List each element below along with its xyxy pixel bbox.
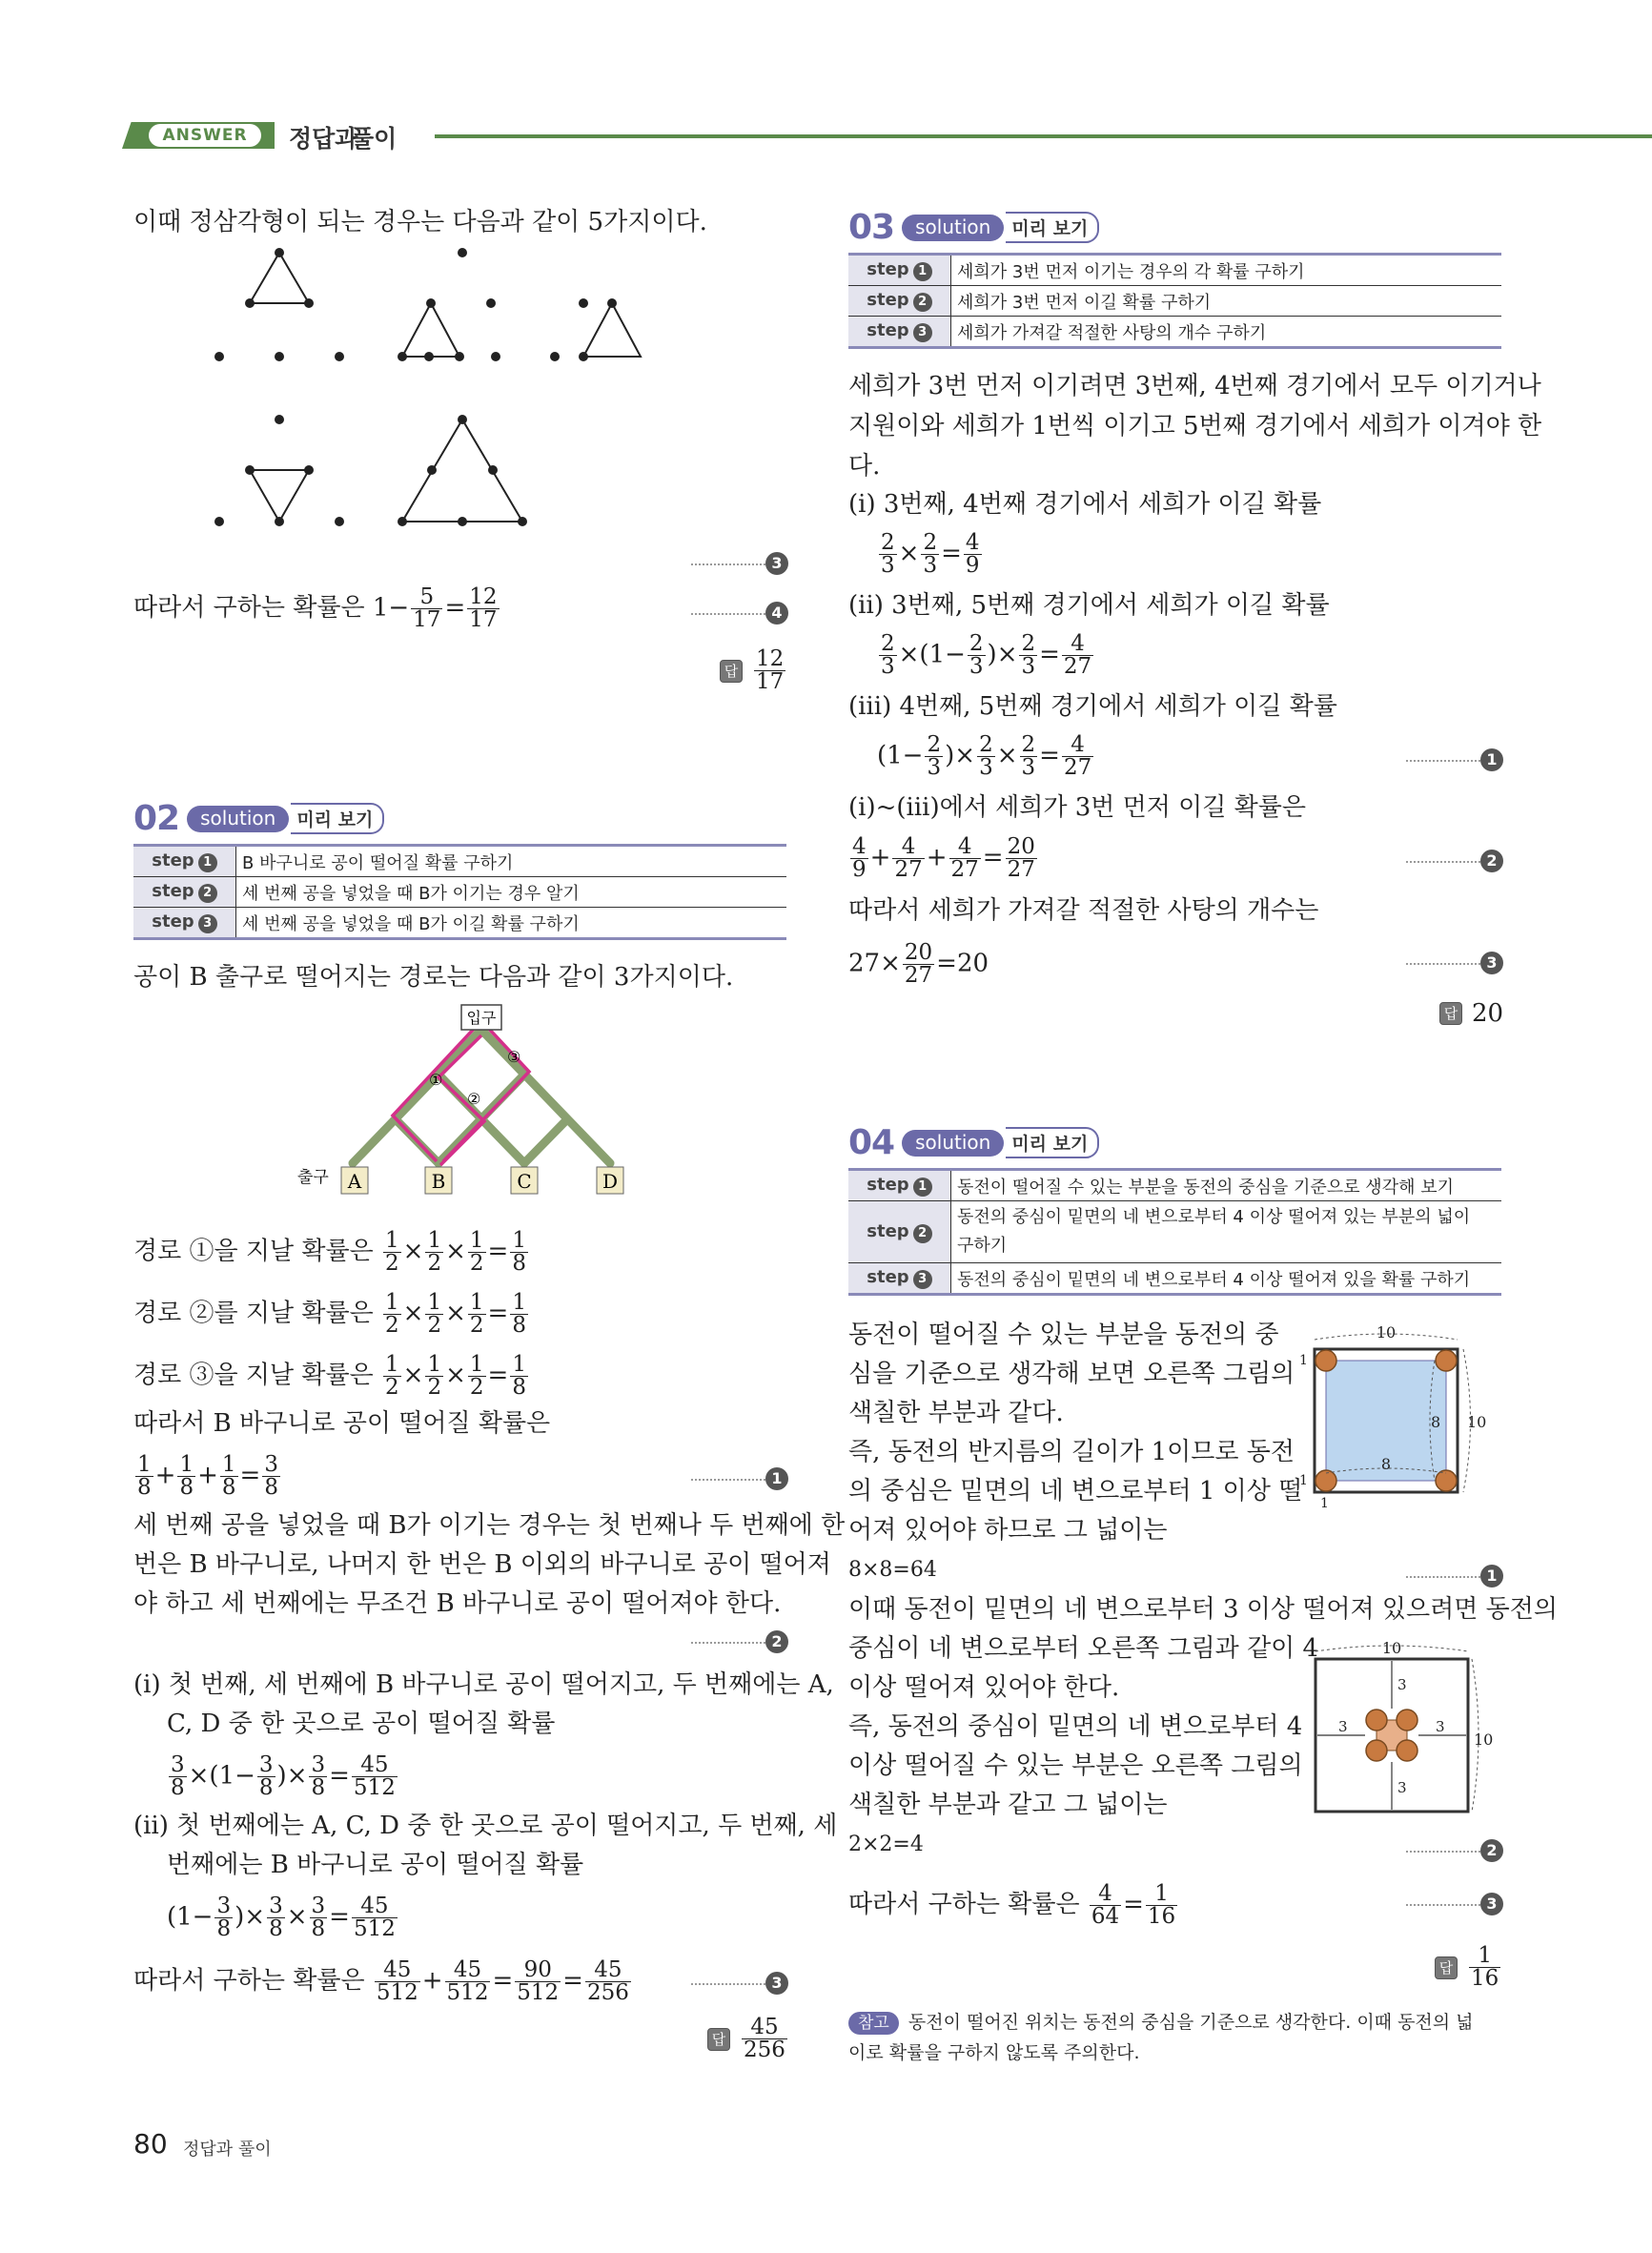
page-number: 80 xyxy=(133,2128,168,2160)
step-marker-1c: 1 xyxy=(1480,748,1503,771)
p02-para-1: 번은 B 바구니로, 나머지 한 번은 B 이외의 바구니로 공이 떨어져 xyxy=(133,1550,831,1579)
p04-note: 참고 동전이 떨어진 위치는 동전의 중심을 기준으로 생각한다. 이때 동전의 넓 이로 확률을 구하지 않도록 주의한다. xyxy=(848,2012,1474,2063)
p04-header: 04 solution 미리 보기 xyxy=(848,1123,1099,1162)
header-rule xyxy=(435,134,1652,138)
header-title-a: 정답과 xyxy=(289,125,358,153)
note-badge: 참고 xyxy=(848,2012,899,2035)
p02-header: 02 solution 미리 보기 xyxy=(133,799,384,838)
step-marker-3c: 3 xyxy=(1480,952,1503,974)
step-marker-1d: 1 xyxy=(1480,1565,1503,1587)
p04-para1-3: 즉, 동전의 반지름의 길이가 1이므로 동전 xyxy=(848,1438,1295,1466)
bin-c: C xyxy=(517,1170,532,1193)
svg-text:3: 3 xyxy=(1436,1718,1445,1735)
p02-case1-b: C, D 중 한 곳으로 공이 떨어질 확률 xyxy=(167,1710,556,1738)
step-marker-3b: 3 xyxy=(765,1972,788,1995)
p01-answer: 답 $\frac{12}{17}$ xyxy=(720,648,787,693)
step-marker-3: 3 xyxy=(765,552,788,575)
svg-text:①: ① xyxy=(429,1071,443,1089)
step-marker-2: 2 xyxy=(765,1630,788,1653)
p02-case1-a: (ⅰ) 첫 번째, 세 번째에 B 바구니로 공이 떨어지고, 두 번째에는 A, xyxy=(133,1670,834,1699)
coin-area-figure-2 xyxy=(1296,1639,1494,1831)
svg-text:10: 10 xyxy=(1376,1323,1397,1342)
step-marker-4: 4 xyxy=(765,602,788,625)
p03-sum-calc: $\frac{4}{9}$ + $\frac{4}{27}$ + $\frac{4}{27}$ = $\frac{20}{27}$ xyxy=(852,834,1035,882)
p02-case1-calc: $\frac{3}{8}$ ×(1− $\frac{3}{8}$ )× $\frac{3}{8}$ = $\frac{45}{512}$ xyxy=(171,1752,396,1800)
svg-text:1: 1 xyxy=(1299,1473,1308,1488)
p03-candy-calc: 27× $\frac{20}{27}$ =20 xyxy=(848,940,989,988)
p03-header: 03 solution 미리 보기 xyxy=(848,208,1099,247)
p02-path2: 경로 ②를 지날 확률은 $\frac{1}{2}$ × $\frac{1}{2}$ × $\frac{1}{2}$ = $\frac{1}{8}$ xyxy=(133,1290,526,1338)
ball-drop-diagram xyxy=(286,1001,629,1201)
p04-calc1: 8×8=64 xyxy=(848,1558,937,1582)
p04-steps-table: step 1 동전이 떨어질 수 있는 부분을 동전의 중심을 기준으로 생각해 보기 step 2 동전의 중심이 밑면의 네 변으로부터 4 이상 떨어져 있는 부분의 넓이 구하기 step 3 동전의 중심이 밑면의 네 변으로부터 4 이상 떨어져 있을 확률 구하기 xyxy=(848,1168,1501,1296)
p04-answer: 답 $\frac{1}{16}$ xyxy=(1435,1945,1502,1990)
p03-candy-text: 따라서 세희가 가져갈 적절한 사탕의 개수는 xyxy=(848,896,1319,925)
p02-b-prob-sum: $\frac{1}{8}$ + $\frac{1}{8}$ + $\frac{1}{8}$ = $\frac{3}{8}$ xyxy=(137,1452,278,1500)
p04-calc2: 2×2=4 xyxy=(848,1833,924,1856)
svg-text:③: ③ xyxy=(507,1048,521,1066)
p03-case2: (ⅱ) 3번째, 5번째 경기에서 세희가 이길 확률 xyxy=(848,591,1330,620)
svg-text:3: 3 xyxy=(1397,1676,1407,1693)
p02-steps-table: step 1 B 바구니로 공이 떨어질 확률 구하기 step 2 세 번째 공을 넣었을 때 B가 이기는 경우 알기 step 3 세 번째 공을 넣었을 때 B가 이길 확률 구하기 xyxy=(133,844,786,940)
answer-badge: ANSWER xyxy=(149,124,261,147)
svg-text:8: 8 xyxy=(1380,1455,1392,1473)
svg-text:1: 1 xyxy=(1299,1353,1308,1368)
p03-case1: (ⅰ) 3번째, 4번째 경기에서 세희가 이길 확률 xyxy=(848,490,1322,519)
header-title-b: 풀이 xyxy=(351,125,398,153)
p03-para-1: 지원이와 세희가 1번씩 이기고 5번째 경기에서 세희가 이겨야 한 xyxy=(848,412,1542,440)
p04-para2-4: 이상 떨어질 수 있는 부분은 오른쪽 그림의 xyxy=(848,1751,1303,1780)
svg-text:10: 10 xyxy=(1474,1731,1494,1749)
triangle-figures xyxy=(200,243,620,529)
p02-b-prob-text: 따라서 B 바구니로 공이 떨어질 확률은 xyxy=(133,1409,551,1438)
svg-text:8: 8 xyxy=(1431,1413,1441,1431)
p04-para1-0: 동전이 떨어질 수 있는 부분을 동전의 중 xyxy=(848,1321,1279,1349)
entry-label: 입구 xyxy=(466,1009,497,1027)
coin-area-figure-1 xyxy=(1292,1321,1487,1511)
p03-case1-calc: $\frac{2}{3}$ × $\frac{2}{3}$ = $\frac{4}{9}$ xyxy=(881,530,980,578)
svg-text:3: 3 xyxy=(1397,1779,1407,1796)
p03-case3-calc: (1− $\frac{2}{3}$ )× $\frac{2}{3}$ × $\frac{2}{3}$ = $\frac{4}{27}$ xyxy=(877,732,1092,780)
p03-steps-table: step 1 세희가 3번 먼저 이기는 경우의 각 확률 구하기 step 2 세희가 3번 먼저 이길 확률 구하기 step 3 세희가 가져갈 적절한 사탕의 개수 구하기 xyxy=(848,253,1501,349)
p03-sum-text: (ⅰ)~(ⅲ)에서 세희가 3번 먼저 이길 확률은 xyxy=(848,793,1306,822)
p02-case2-a: (ⅱ) 첫 번째에는 A, C, D 중 한 곳으로 공이 떨어지고, 두 번째, 세 xyxy=(133,1812,838,1840)
p03-para-2: 다. xyxy=(848,452,881,481)
svg-text:1: 1 xyxy=(1320,1496,1329,1511)
p02-path1: 경로 ①을 지날 확률은 $\frac{1}{2}$ × $\frac{1}{2}$ × $\frac{1}{2}$ = $\frac{1}{8}$ xyxy=(133,1228,526,1276)
svg-text:10: 10 xyxy=(1467,1413,1487,1431)
p03-answer: 답 20 xyxy=(1439,999,1503,1028)
bin-b: B xyxy=(431,1170,446,1193)
p03-case3: (ⅲ) 4번째, 5번째 경기에서 세희가 이길 확률 xyxy=(848,692,1337,721)
p04-final: 따라서 구하는 확률은 $\frac{4}{64}$ = $\frac{1}{16}$ xyxy=(848,1881,1176,1929)
bin-d: D xyxy=(602,1170,619,1193)
step-marker-2d: 2 xyxy=(1480,1839,1503,1862)
p04-para1-1: 심을 기준으로 생각해 보면 오른쪽 그림의 xyxy=(848,1360,1295,1388)
svg-text:②: ② xyxy=(467,1090,481,1108)
p01-intro: 이때 정삼각형이 되는 경우는 다음과 같이 5가지이다. xyxy=(133,208,707,236)
exit-label: 출구 xyxy=(297,1168,329,1187)
svg-text:10: 10 xyxy=(1381,1639,1402,1657)
p03-para-0: 세희가 3번 먼저 이기려면 3번째, 4번째 경기에서 모두 이기거나 xyxy=(848,372,1541,400)
p04-para1-2: 색칠한 부분과 같다. xyxy=(848,1399,1064,1427)
p04-para2-0: 이때 동전이 밑면의 네 변으로부터 3 이상 떨어져 있으려면 동전의 xyxy=(848,1595,1558,1624)
p02-answer: 답 $\frac{45}{256}$ xyxy=(707,2017,789,2061)
bin-a: A xyxy=(347,1170,362,1193)
svg-text:3: 3 xyxy=(1338,1718,1348,1735)
p04-para1-4: 의 중심은 밑면의 네 변으로부터 1 이상 떨 xyxy=(848,1477,1303,1505)
p04-para2-5: 색칠한 부분과 같고 그 넓이는 xyxy=(848,1791,1168,1819)
p04-para2-1: 중심이 네 변으로부터 오른쪽 그림과 같이 4 xyxy=(848,1634,1319,1663)
step-marker-3d: 3 xyxy=(1480,1893,1503,1915)
p04-para1-5: 어져 있어야 하므로 그 넓이는 xyxy=(848,1516,1168,1545)
step-marker-2c: 2 xyxy=(1480,850,1503,872)
p03-case2-calc: $\frac{2}{3}$ ×(1− $\frac{2}{3}$ )× $\frac{2}{3}$ = $\frac{4}{27}$ xyxy=(881,631,1092,679)
header-bar xyxy=(122,122,1652,153)
p02-case2-b: 번째에는 B 바구니로 공이 떨어질 확률 xyxy=(167,1851,584,1879)
p02-para-0: 세 번째 공을 넣었을 때 B가 이기는 경우는 첫 번째나 두 번째에 한 xyxy=(133,1511,846,1540)
p02-intro: 공이 B 출구로 떨어지는 경로는 다음과 같이 3가지이다. xyxy=(133,963,734,992)
footer-label: 정답과 풀이 xyxy=(183,2140,272,2160)
step-marker-1: 1 xyxy=(765,1467,788,1490)
p01-probability: 따라서 구하는 확률은 1− $\frac{5}{17}$ = $\frac{12}{17}$ xyxy=(133,584,498,632)
p02-path3: 경로 ③을 지날 확률은 $\frac{1}{2}$ × $\frac{1}{2}$ × $\frac{1}{2}$ = $\frac{1}{8}$ xyxy=(133,1352,526,1400)
p02-case2-calc: (1− $\frac{3}{8}$ )× $\frac{3}{8}$ × $\frac{3}{8}$ = $\frac{45}{512}$ xyxy=(167,1894,396,1941)
p04-para2-2: 이상 떨어져 있어야 한다. xyxy=(848,1673,1120,1702)
p02-final: 따라서 구하는 확률은 $\frac{45}{512}$ + $\frac{45}{512}$ = $\frac{90}{512}$ = $\frac{45}{256}$ xyxy=(133,1957,629,2005)
p04-para2-3: 즉, 동전의 중심이 밑면의 네 변으로부터 4 xyxy=(848,1712,1303,1741)
p02-para-2: 야 하고 세 번째에는 무조건 B 바구니로 공이 떨어져야 한다. xyxy=(133,1589,782,1618)
